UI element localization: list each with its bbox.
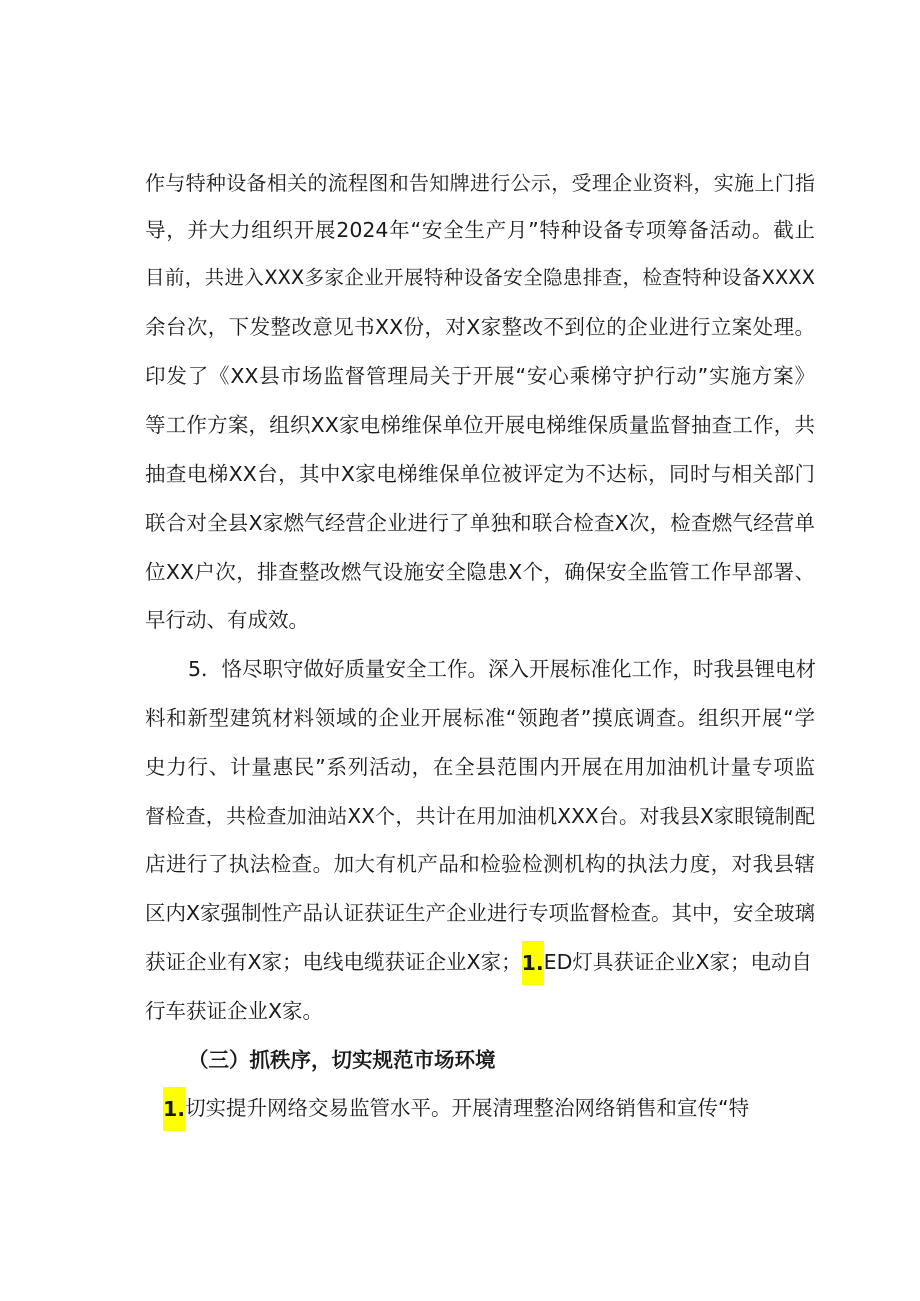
paragraph-line: 导，并大力组织开展2024年“安全生产月”特种设备专项筹备活动。截止 xyxy=(145,218,815,242)
paragraph-line xyxy=(145,938,815,986)
paragraph-line: 位XX户次，排查整改燃气设施安全隐患X个，确保安全监管工作早部署、 xyxy=(145,560,815,584)
paragraph-line: 料和新型建筑材料领域的企业开展标准“领跑者”摸底调查。组织开展“学 xyxy=(145,706,815,730)
line-text: 切实提升网络交易监管水平。开展清理整治网络销售和宣传“特 xyxy=(185,1096,750,1120)
paragraph-line: 早行动、有成效。 xyxy=(145,608,309,632)
paragraph-line xyxy=(163,1084,815,1132)
paragraph-line: 余台次，下发整改意见书XX份，对X家整改不到位的企业进行立案处理。 xyxy=(145,315,815,339)
paragraph-line: 印发了《XX县市场监督管理局关于开展“安心乘梯守护行动”实施方案》 xyxy=(145,364,815,388)
paragraph-line: 目前，共进入XXX多家企业开展特种设备安全隐患排查，检查特种设备XXXX xyxy=(145,266,815,289)
line-text: ED灯具获证企业X家；电动自 xyxy=(543,950,812,974)
paragraph-line: 联合对全县X家燃气经营企业进行了单独和联合检查X次，检查燃气经营单 xyxy=(145,511,815,535)
paragraph-line: 店进行了执法检查。加大有机产品和检验检测机构的执法力度，对我县辖 xyxy=(145,852,815,876)
paragraph-line: 抽查电梯XX台，其中X家电梯维保单位被评定为不达标，同时与相关部门 xyxy=(145,462,815,486)
paragraph-line: 等工作方案，组织XX家电梯维保单位开展电梯维保质量监督抽查工作，共 xyxy=(145,413,815,437)
section-heading: （三）抓秩序，切实规范市场环境 xyxy=(188,1048,496,1072)
highlighted-text: 1. xyxy=(163,1087,185,1131)
paragraph-line: 作与特种设备相关的流程图和告知牌进行公示，受理企业资料，实施上门指 xyxy=(145,171,815,195)
paragraph-line: 区内X家强制性产品认证获证生产企业进行专项监督检查。其中，安全玻璃 xyxy=(145,901,816,925)
paragraph-line: 行车获证企业X家。 xyxy=(145,999,324,1023)
line-text: 获证企业有X家；电线电缆获证企业X家； xyxy=(145,950,522,974)
paragraph-line: 5．恪尽职守做好质量安全工作。深入开展标准化工作，时我县锂电材 xyxy=(188,657,817,681)
paragraph-line: 史力行、计量惠民”系列活动，在全县范围内开展在用加油机计量专项监 xyxy=(145,755,815,779)
paragraph-line: 督检查，共检查加油站XX个，共计在用加油机XXX台。对我县X家眼镜制配 xyxy=(145,804,815,828)
highlighted-text: 1. xyxy=(522,941,544,985)
